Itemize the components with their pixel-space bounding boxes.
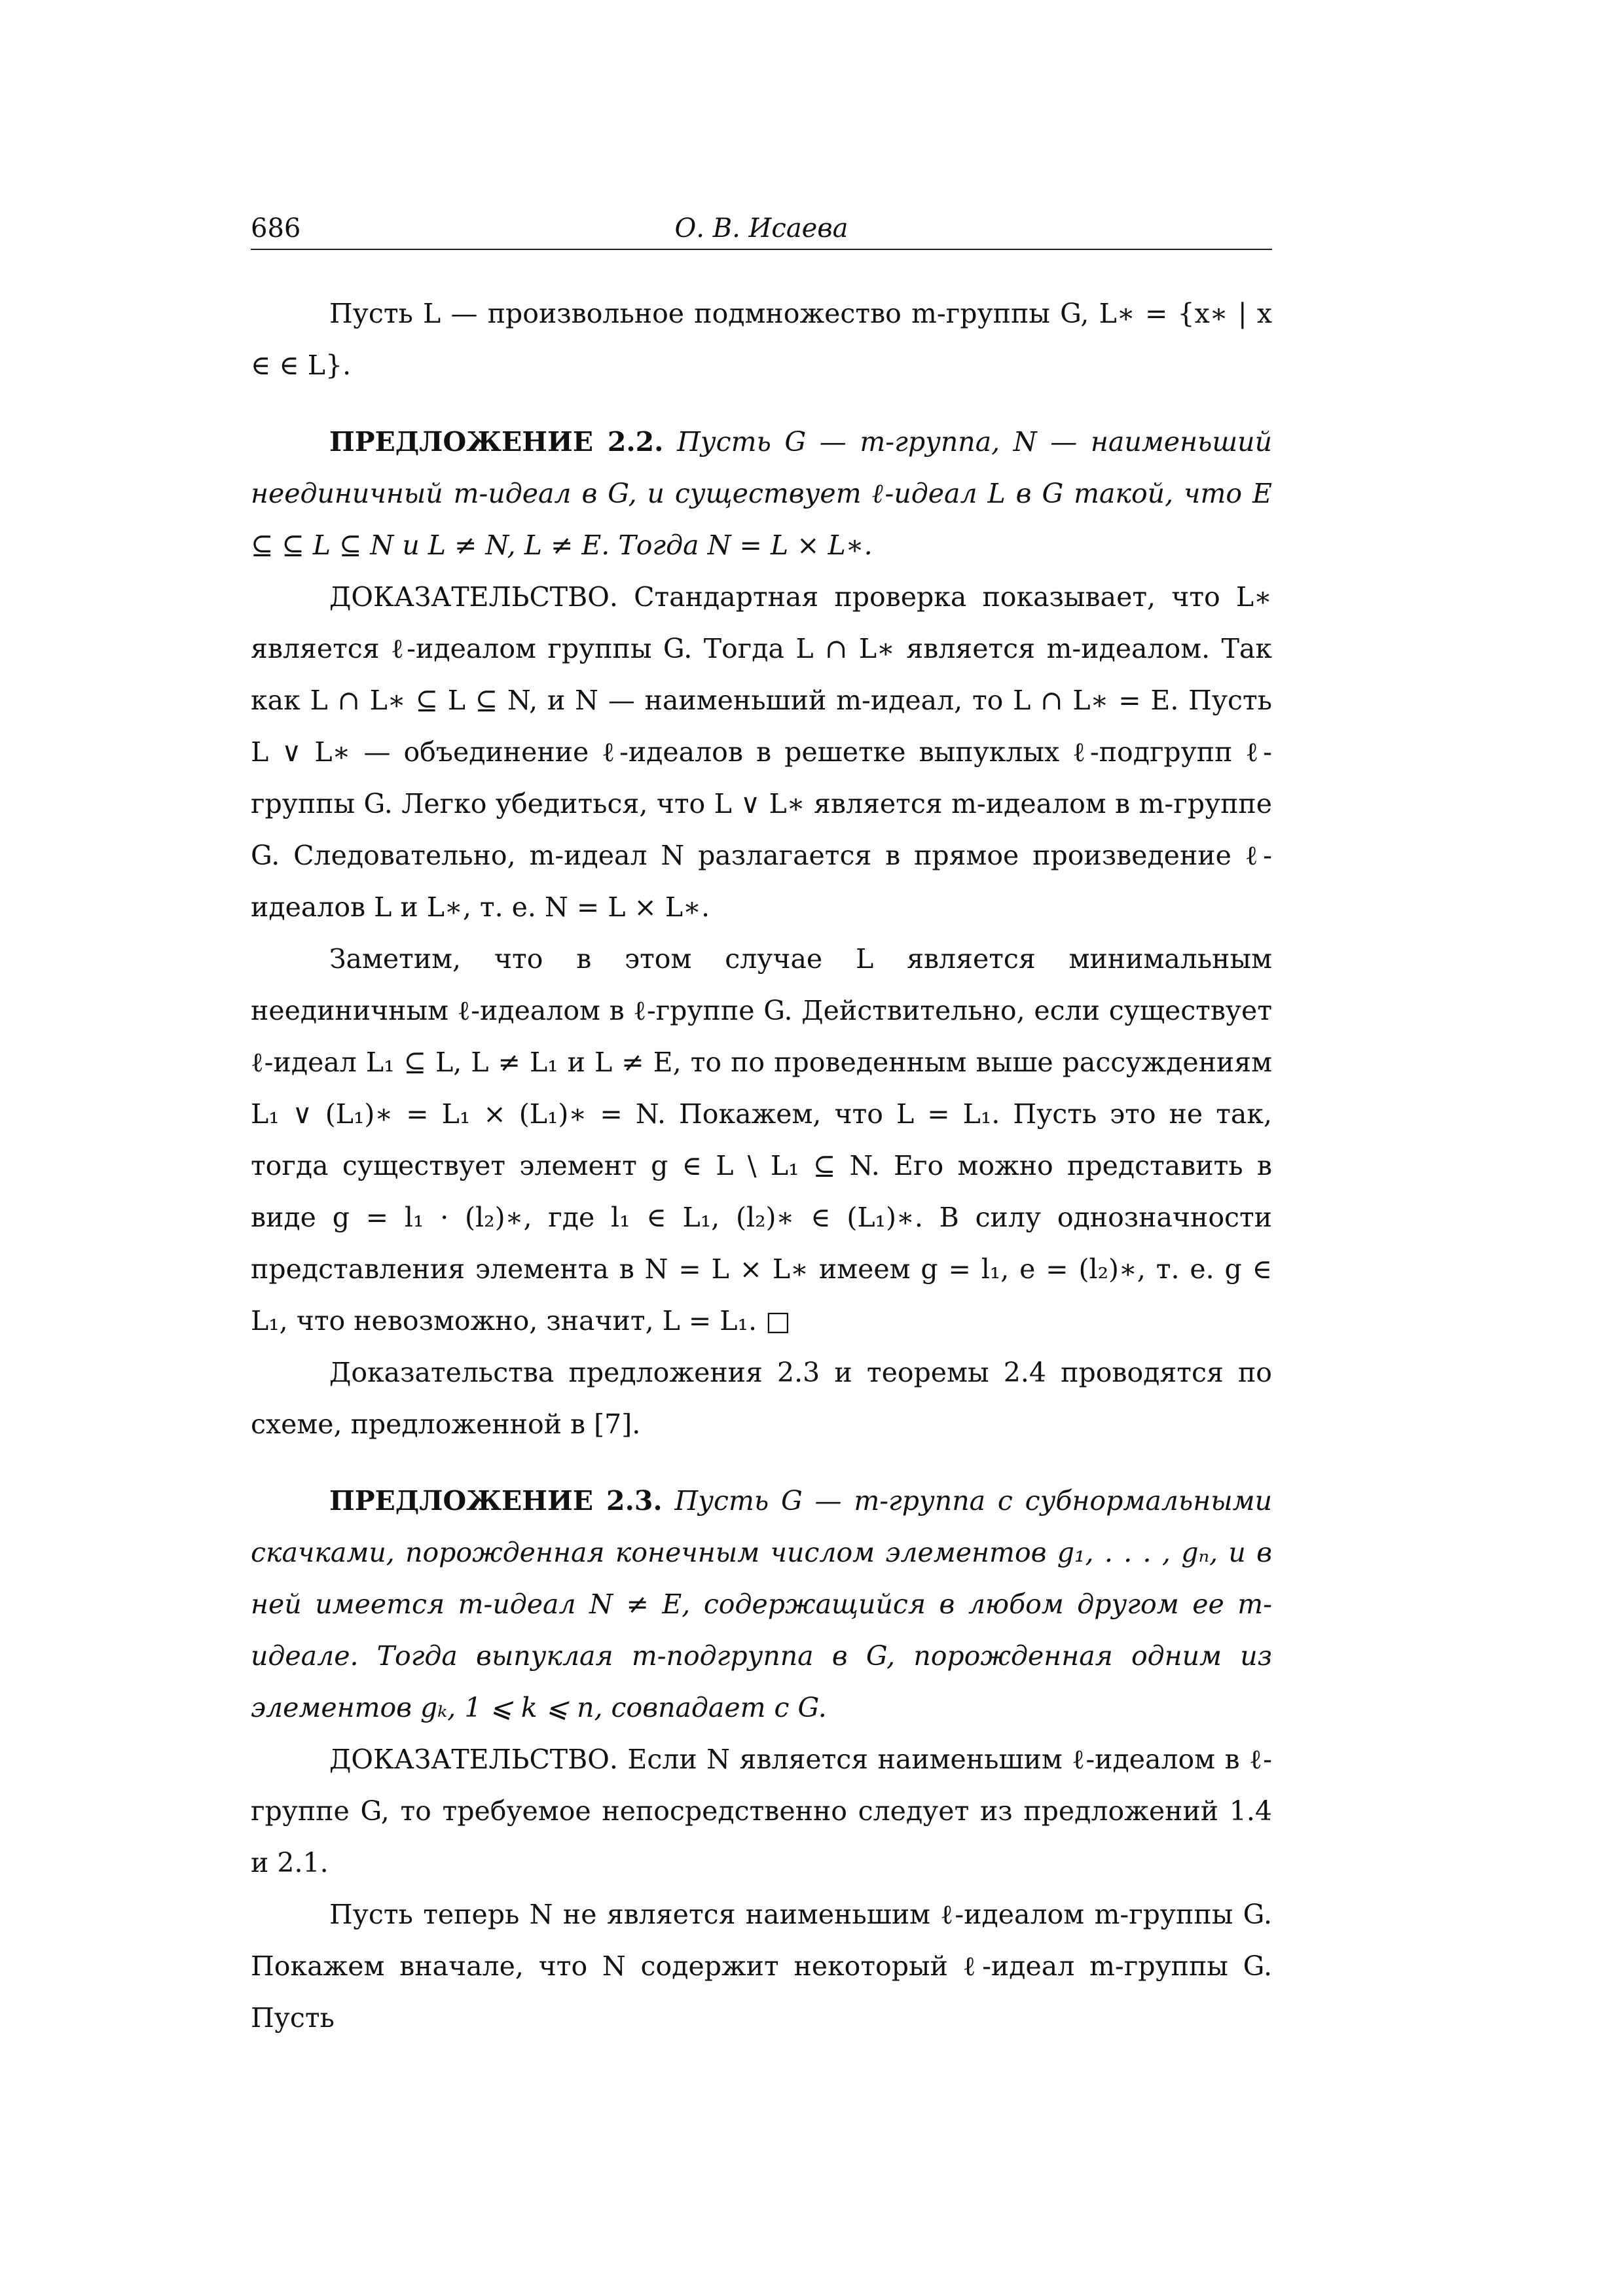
proposition-statement: Пусть G — m-группа с субнормальными скачками, порожденная конечным числом элементов g₁, . . . , gₙ, и в ней имеется m-идеал N ≠ E, содержащийся в любом другом ее m-идеале. Тогда выпуклая m-подгруппа в G, порожденная одним из элементов gₖ, 1 ⩽ k ⩽ n, совпадает с G. (251, 1485, 1273, 1723)
proof-text: Стандартная проверка показывает, что L∗ является ℓ-идеалом группы G. Тогда L ∩ L∗ является m-идеалом. Так как L ∩ L∗ ⊆ L ⊆ N, и N — наименьший m-идеал, то L ∩ L∗ = E. Пусть L ∨ L∗ — объединение ℓ-идеалов в решетке выпуклых ℓ-подгрупп ℓ-группы G. Легко убедиться, что L ∨ L∗ является m-идеалом в m-группе G. Следовательно, m-идеал N разлагается в прямое произведение ℓ-идеалов L и L∗, т. е. N = L × L∗. (251, 581, 1272, 923)
running-header (251, 211, 1272, 250)
page-number: 686 (251, 213, 301, 243)
running-author: О. В. Исаева (674, 213, 848, 243)
proposition-heading: ПРЕДЛОЖЕНИЕ 2.2. (329, 426, 664, 457)
proposition-heading: ПРЕДЛОЖЕНИЕ 2.3. (329, 1485, 663, 1516)
proposition-2-3 (251, 1475, 1272, 1734)
proof-text: Если N является наименьшим ℓ-идеалом в ℓ-группе G, то требуемое непосредственно следует из предложений 1.4 и 2.1. (251, 1744, 1272, 1878)
remark-paragraph: Заметим, что в этом случае L является минимальным неединичным ℓ-идеалом в ℓ-группе G. Действительно, если существует ℓ-идеал L₁ ⊆ L, L ≠ L₁ и L ≠ E, то по проведенным выше рассуждениям L₁ ∨ (L₁)∗ = L₁ × (L₁)∗ = N. Покажем, что L = L₁. Пусть это не так, тогда существует элемент g ∈ L \ L₁ ⊆ N. Его можно представить в виде g = l₁ · (l₂)∗, где l₁ ∈ L₁, (l₂)∗ ∈ (L₁)∗. В силу однозначности представления элемента в N = L × L∗ имеем g = l₁, e = (l₂)∗, т. е. g ∈ L₁, что невозможно, значит, L = L₁. □ (251, 943, 1272, 1336)
proof-heading: ДОКАЗАТЕЛЬСТВО. (329, 1744, 618, 1775)
proof-heading: ДОКАЗАТЕЛЬСТВО. (329, 581, 618, 613)
intro-paragraph: Пусть L — произвольное подмножество m-группы G, L∗ = {x∗ | x ∈ ∈ L}. (251, 298, 1272, 381)
proofs-note-paragraph: Доказательства предложения 2.3 и теоремы 2.4 проводятся по схеме, предложенной в [7]. (251, 1357, 1272, 1440)
proposition-statement: Пусть G — m-группа, N — наименьший неединичный m-идеал в G, и существует ℓ-идеал L в G такой, что E ⊆ ⊆ L ⊆ N и L ≠ N, L ≠ E. Тогда N = L × L∗. (251, 426, 1272, 561)
proof-paragraph (251, 1734, 1272, 1889)
proposition-2-2 (251, 416, 1272, 571)
page-body (251, 288, 1272, 2044)
final-paragraph: Пусть теперь N не является наименьшим ℓ-идеалом m-группы G. Покажем вначале, что N содержит некоторый ℓ-идеал m-группы G. Пусть (251, 1899, 1272, 2034)
proof-paragraph (251, 571, 1272, 933)
